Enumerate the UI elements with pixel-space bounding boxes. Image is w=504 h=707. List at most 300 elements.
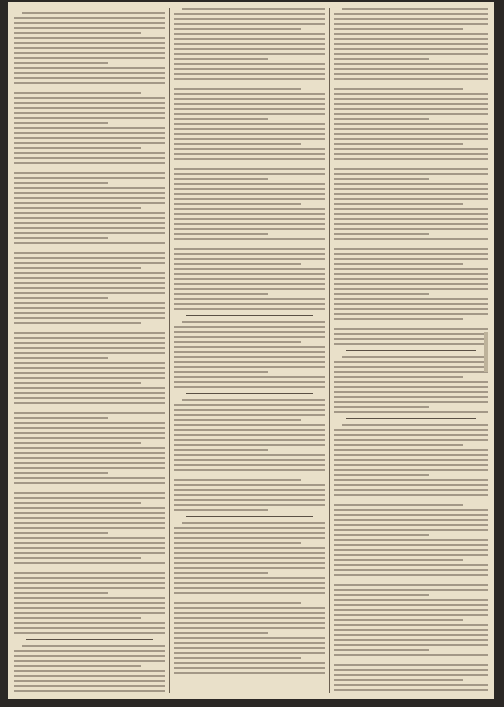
text-line (334, 411, 488, 413)
text-line (334, 649, 429, 651)
text-line (14, 462, 165, 464)
text-line (174, 253, 325, 255)
text-line (14, 117, 165, 119)
text-line (14, 432, 165, 434)
text-line (334, 549, 488, 551)
text-line (174, 283, 325, 285)
text-line (174, 602, 301, 604)
text-line (174, 331, 325, 333)
text-line (14, 27, 165, 29)
section-divider (346, 418, 476, 419)
text-line (174, 208, 325, 210)
text-line (334, 559, 463, 561)
text-line (334, 338, 488, 340)
text-line (14, 537, 165, 539)
text-line (174, 258, 325, 260)
text-line (334, 58, 429, 60)
text-line (14, 512, 165, 514)
text-line (334, 138, 488, 140)
text-line (174, 572, 268, 574)
text-line (334, 73, 488, 75)
text-line (174, 298, 325, 300)
text-line (14, 442, 141, 444)
text-line (174, 542, 301, 544)
text-line (334, 223, 488, 225)
text-line (14, 92, 141, 94)
text-line (14, 107, 165, 109)
text-line (14, 17, 165, 19)
text-line (174, 351, 325, 353)
text-line (334, 293, 429, 295)
text-line (334, 454, 488, 456)
text-line (334, 479, 488, 481)
text-line (14, 467, 165, 469)
text-line (174, 198, 325, 200)
text-line (14, 177, 165, 179)
section-divider (26, 639, 153, 640)
text-line (334, 173, 488, 175)
text-line (174, 667, 325, 669)
text-line (334, 228, 488, 230)
text-line (174, 464, 325, 466)
text-line (14, 272, 165, 274)
text-line (174, 293, 268, 295)
text-line (334, 318, 463, 320)
text-line (14, 447, 165, 449)
text-line (334, 23, 488, 25)
text-line (14, 367, 165, 369)
text-line (334, 459, 488, 461)
text-line (14, 507, 165, 509)
text-line (174, 123, 325, 125)
text-line (174, 228, 325, 230)
text-line (174, 672, 325, 674)
text-line (334, 188, 488, 190)
text-line (174, 532, 325, 534)
text-line (14, 257, 165, 259)
text-line (174, 173, 325, 175)
text-line (174, 188, 325, 190)
text-line (174, 178, 268, 180)
text-line (174, 278, 325, 280)
text-line (174, 103, 325, 105)
text-line (174, 303, 325, 305)
text-line (14, 587, 165, 589)
text-line (334, 178, 429, 180)
text-line (14, 412, 165, 414)
text-line (174, 183, 325, 185)
text-line (174, 28, 301, 30)
text-line (174, 268, 325, 270)
text-line (14, 22, 165, 24)
column-2 (174, 8, 325, 693)
text-line (14, 597, 165, 599)
text-line (334, 248, 488, 250)
text-line (174, 133, 325, 135)
column-rule (169, 8, 170, 693)
text-line (174, 203, 301, 205)
text-line (14, 522, 165, 524)
text-line (174, 73, 325, 75)
text-line (334, 38, 488, 40)
text-line (14, 532, 108, 534)
text-line (14, 157, 165, 159)
text-line (334, 93, 488, 95)
text-line (14, 690, 165, 692)
text-line (182, 8, 325, 10)
text-line (14, 517, 165, 519)
text-line (174, 577, 325, 579)
text-line (334, 218, 488, 220)
text-line (174, 118, 268, 120)
text-line (174, 273, 325, 275)
text-line (174, 562, 325, 564)
text-line (14, 37, 165, 39)
text-line (334, 28, 463, 30)
text-line (174, 43, 325, 45)
text-line (174, 108, 325, 110)
text-line (14, 675, 165, 677)
text-line (14, 232, 165, 234)
text-line (14, 472, 108, 474)
text-line (182, 321, 325, 323)
text-line (174, 158, 325, 160)
text-line (334, 253, 488, 255)
text-line (14, 297, 108, 299)
text-line (334, 78, 488, 80)
text-line (174, 454, 325, 456)
text-line (334, 654, 488, 656)
text-line (334, 98, 488, 100)
text-line (174, 386, 325, 388)
text-line (14, 122, 108, 124)
text-line (14, 262, 165, 264)
text-line (174, 193, 325, 195)
text-line (14, 302, 165, 304)
text-line (334, 153, 488, 155)
text-line (174, 381, 325, 383)
text-line (14, 347, 165, 349)
text-line (334, 128, 488, 130)
text-line (334, 381, 488, 383)
text-line (174, 459, 325, 461)
text-line (14, 217, 165, 219)
text-line (334, 669, 488, 671)
text-line (14, 477, 165, 479)
text-line (334, 689, 488, 691)
article-body (14, 12, 165, 634)
text-line (14, 527, 165, 529)
text-line (334, 268, 488, 270)
text-line (174, 263, 301, 265)
text-line (342, 424, 488, 426)
text-line (14, 377, 165, 379)
text-line (14, 97, 165, 99)
text-line (334, 143, 463, 145)
text-line (14, 337, 165, 339)
text-line (334, 514, 488, 516)
text-line (174, 238, 325, 240)
text-line (334, 43, 488, 45)
text-line (174, 128, 325, 130)
text-line (14, 47, 165, 49)
text-line (14, 372, 165, 374)
text-line (174, 479, 301, 481)
text-line (174, 439, 325, 441)
text-line (14, 607, 165, 609)
text-line (14, 52, 165, 54)
text-line (14, 182, 108, 184)
text-line (22, 12, 165, 14)
article-body (174, 522, 325, 674)
text-line (14, 242, 165, 244)
text-line (14, 202, 165, 204)
text-line (334, 303, 488, 305)
text-line (334, 614, 488, 616)
text-line (334, 18, 488, 20)
text-line (14, 427, 165, 429)
text-line (174, 356, 325, 358)
text-line (174, 213, 325, 215)
text-line (334, 599, 488, 601)
text-line (14, 497, 165, 499)
text-line (174, 78, 325, 80)
text-line (14, 685, 165, 687)
page-edge-mark (484, 332, 488, 372)
text-line (174, 341, 301, 343)
text-line (174, 657, 301, 659)
text-line (174, 98, 325, 100)
text-line (334, 449, 488, 451)
text-line (174, 326, 325, 328)
text-line (342, 8, 488, 10)
text-line (14, 212, 165, 214)
text-line (174, 18, 325, 20)
text-line (174, 509, 268, 511)
text-line (14, 622, 165, 624)
text-line (174, 38, 325, 40)
text-line (14, 665, 141, 667)
text-line (334, 529, 488, 531)
text-line (334, 298, 488, 300)
text-line (14, 197, 165, 199)
text-line (334, 133, 488, 135)
column-1 (14, 8, 165, 693)
text-line (14, 650, 165, 652)
text-line (334, 273, 488, 275)
text-line (14, 252, 165, 254)
text-line (14, 572, 165, 574)
text-line (182, 399, 325, 401)
text-line (334, 634, 488, 636)
text-line (174, 218, 325, 220)
text-line (174, 288, 325, 290)
text-line (14, 312, 165, 314)
article-body (174, 321, 325, 388)
text-line (14, 322, 141, 324)
text-line (174, 23, 325, 25)
text-line (174, 547, 325, 549)
text-line (334, 183, 488, 185)
text-line (174, 93, 325, 95)
text-line (174, 489, 325, 491)
text-line (14, 612, 165, 614)
text-line (14, 680, 165, 682)
text-line (334, 474, 429, 476)
text-line (14, 267, 141, 269)
text-line (174, 68, 325, 70)
text-line (174, 48, 325, 50)
text-line (334, 366, 488, 368)
text-line (334, 569, 488, 571)
text-line (174, 248, 325, 250)
newspaper-page (8, 2, 494, 699)
text-line (334, 539, 488, 541)
text-line (14, 112, 165, 114)
text-line (334, 123, 488, 125)
text-line (174, 53, 325, 55)
text-line (14, 187, 165, 189)
text-line (334, 328, 488, 330)
text-line (174, 409, 325, 411)
text-line (334, 263, 463, 265)
text-line (334, 619, 463, 621)
text-line (174, 223, 325, 225)
text-line (14, 452, 165, 454)
text-line (174, 366, 325, 368)
text-line (174, 617, 325, 619)
text-line (14, 660, 165, 662)
text-line (334, 534, 429, 536)
text-line (174, 336, 325, 338)
text-line (14, 422, 165, 424)
text-line (334, 574, 488, 576)
text-line (174, 537, 325, 539)
text-line (334, 13, 488, 15)
text-line (14, 542, 165, 544)
text-line (334, 391, 488, 393)
text-line (14, 317, 165, 319)
text-line (14, 342, 165, 344)
text-line (334, 679, 463, 681)
text-line (14, 192, 165, 194)
text-line (14, 502, 141, 504)
text-line (174, 153, 325, 155)
text-line (174, 13, 325, 15)
text-line (174, 113, 325, 115)
text-line (334, 604, 488, 606)
text-line (14, 332, 165, 334)
text-line (334, 609, 488, 611)
text-line (14, 492, 165, 494)
text-line (334, 33, 488, 35)
section-divider (186, 393, 313, 394)
text-line (174, 622, 325, 624)
text-line (174, 361, 325, 363)
text-line (334, 674, 488, 676)
text-line (334, 644, 488, 646)
text-line (174, 63, 325, 65)
text-line (14, 127, 165, 129)
text-line (14, 147, 141, 149)
text-line (334, 278, 488, 280)
text-line (14, 132, 165, 134)
text-line (334, 509, 488, 511)
article-body (14, 645, 165, 693)
text-line (14, 670, 165, 672)
text-line (334, 484, 488, 486)
text-line (174, 494, 325, 496)
text-line (334, 168, 488, 170)
text-line (334, 68, 488, 70)
text-line (334, 283, 488, 285)
text-line (14, 617, 141, 619)
text-line (174, 168, 325, 170)
text-line (334, 208, 488, 210)
article-body (174, 399, 325, 511)
text-line (174, 587, 325, 589)
text-line (334, 584, 488, 586)
text-line (14, 142, 165, 144)
text-line (334, 629, 488, 631)
text-line (334, 519, 488, 521)
text-line (334, 444, 463, 446)
text-line (14, 387, 165, 389)
text-line (14, 602, 165, 604)
text-line (334, 233, 429, 235)
text-line (14, 557, 141, 559)
text-line (174, 346, 325, 348)
text-line (334, 258, 488, 260)
text-line (334, 386, 488, 388)
text-line (14, 582, 165, 584)
text-line (14, 222, 165, 224)
text-line (334, 203, 463, 205)
text-line (14, 62, 108, 64)
text-line (14, 237, 108, 239)
text-line (14, 577, 165, 579)
text-line (334, 148, 488, 150)
text-line (334, 594, 429, 596)
text-line (14, 82, 165, 84)
section-divider (186, 516, 313, 517)
text-line (174, 308, 325, 310)
text-line (174, 88, 301, 90)
column-3 (334, 8, 488, 693)
text-line (174, 469, 325, 471)
text-line (174, 484, 325, 486)
text-line (334, 544, 488, 546)
text-line (182, 522, 325, 524)
text-line (334, 439, 488, 441)
text-line (334, 564, 488, 566)
text-line (14, 172, 165, 174)
text-line (334, 624, 488, 626)
text-line (14, 397, 165, 399)
text-line (14, 382, 141, 384)
text-line (14, 307, 165, 309)
text-line (174, 148, 325, 150)
text-line (174, 612, 325, 614)
text-line (334, 664, 488, 666)
text-line (174, 662, 325, 664)
text-line (334, 238, 488, 240)
text-line (334, 554, 488, 556)
text-line (174, 499, 325, 501)
article-body (334, 8, 488, 345)
article-body (174, 8, 325, 310)
text-line (174, 371, 268, 373)
